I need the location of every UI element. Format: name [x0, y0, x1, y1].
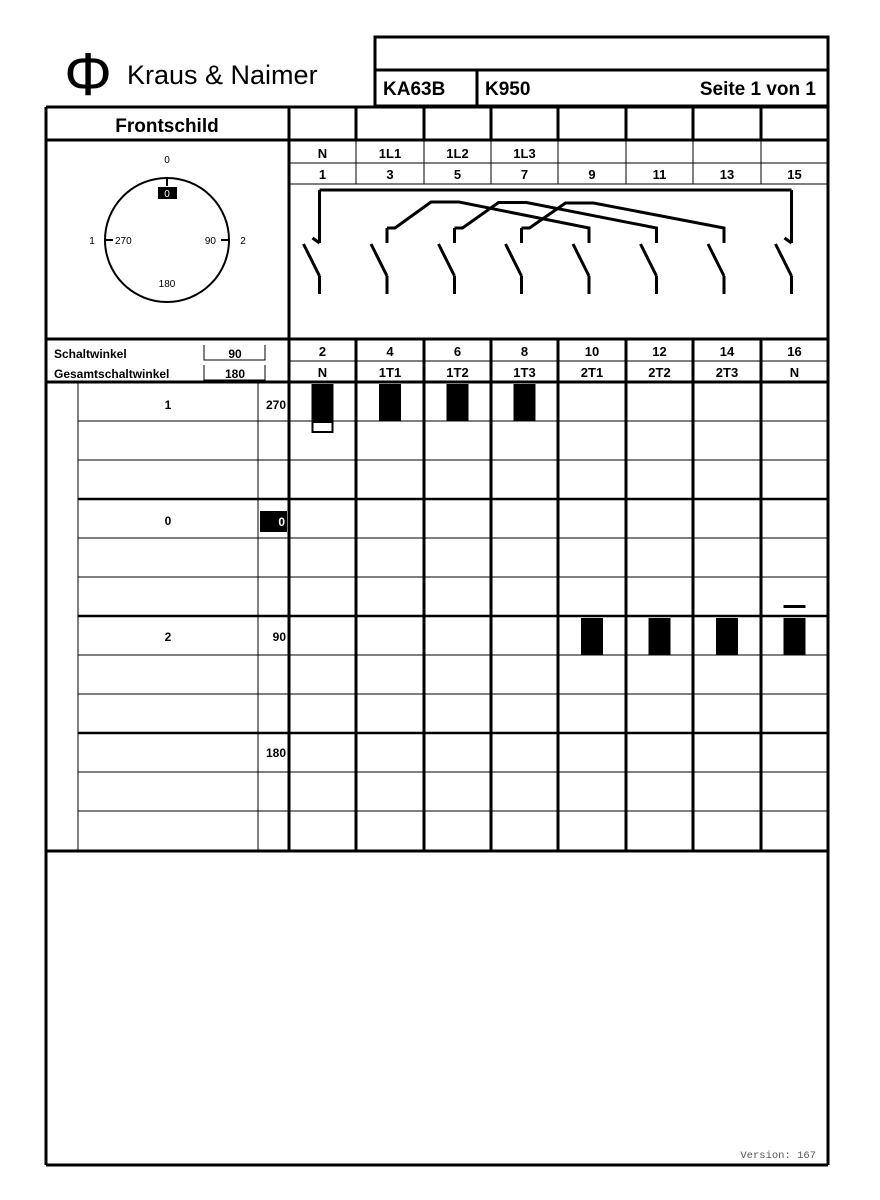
position-angle-0: 0	[278, 515, 285, 529]
contact-top-label: 1L2	[446, 146, 469, 161]
logo	[64, 41, 318, 108]
total-angle-label: Gesamtschaltwinkel	[54, 367, 170, 381]
terminal-number-top: 1	[318, 167, 327, 182]
closed-contact-mark	[784, 618, 806, 655]
front-plate-title: Frontschild	[115, 116, 219, 137]
dial-pointer-label: 0	[164, 189, 170, 200]
terminal-number-top: 7	[520, 167, 529, 182]
position-angle-270: 270	[265, 398, 286, 412]
terminal-number-bottom: 10	[584, 344, 600, 359]
closed-contact-mark	[379, 384, 401, 421]
terminal-number-top: 5	[453, 167, 462, 182]
closed-contact-cap-gap	[314, 423, 332, 431]
contact-top-label: N	[317, 146, 328, 161]
contact-bottom-label: 2T1	[580, 365, 604, 380]
terminal-number-top: 3	[386, 167, 394, 182]
contact-blade	[573, 244, 589, 276]
contact-blade	[506, 244, 522, 276]
contact-blade	[304, 244, 320, 276]
contact-blade	[439, 244, 455, 276]
terminal-number-bottom: 8	[520, 344, 529, 359]
model-number: KA63B	[383, 79, 446, 100]
terminal-number-top: 11	[652, 167, 667, 182]
dial-angle-90: 90	[204, 236, 216, 247]
version-label: Version: 167	[740, 1150, 816, 1162]
closed-contact-mark	[447, 384, 469, 421]
closed-contact-mark	[716, 618, 738, 655]
contact-top-label: 1L1	[378, 146, 402, 161]
terminal-number-bottom: 14	[719, 344, 735, 359]
contact-bottom-label: 2T2	[648, 365, 671, 380]
contact-blade	[776, 244, 792, 276]
position-label-2: 2	[164, 630, 172, 644]
dial-position-1: 1	[89, 236, 95, 247]
closed-contact-cap	[784, 605, 806, 608]
logo-phi-icon: Φ	[64, 41, 112, 108]
contact-top-label: 1L3	[513, 146, 536, 161]
contact-bottom-label: 1T3	[513, 365, 536, 380]
terminal-number-top: 15	[787, 167, 802, 182]
position-label-0: 0	[164, 514, 172, 528]
switch-angle-label: Schaltwinkel	[54, 347, 127, 361]
position-angle-180: 180	[265, 746, 286, 760]
program-number: K950	[485, 79, 531, 100]
contact-schematic	[304, 190, 792, 294]
dial-top-label: 0	[164, 155, 170, 166]
contact-blade	[371, 244, 387, 276]
terminal-number-bottom: 4	[386, 344, 394, 359]
terminal-number-bottom: 2	[318, 344, 327, 359]
dial-position-2: 2	[240, 236, 246, 247]
total-angle-value: 180	[224, 367, 246, 381]
closed-contact-mark	[514, 384, 536, 421]
contact-blade	[641, 244, 657, 276]
closed-contact-mark	[312, 384, 334, 421]
dial-bottom-label: 180	[158, 279, 176, 290]
closed-contact-mark	[581, 618, 603, 655]
switch-angle-value: 90	[228, 347, 242, 361]
contact-bottom-label: N	[789, 365, 800, 380]
front-plate-dial	[89, 155, 246, 302]
contact-bottom-label: 1T2	[446, 365, 469, 380]
terminal-number-top: 13	[719, 167, 735, 182]
terminal-number-top: 9	[588, 167, 596, 182]
closed-contact-mark	[649, 618, 671, 655]
terminal-number-bottom: 16	[787, 344, 802, 359]
company-name: Kraus & Naimer	[127, 60, 318, 90]
contact-bottom-label: 1T1	[378, 365, 402, 380]
position-label-1: 1	[164, 398, 172, 412]
page-indicator: Seite 1 von 1	[699, 79, 816, 100]
terminal-number-bottom: 6	[453, 344, 462, 359]
contact-blade	[708, 244, 724, 276]
dial-angle-270: 270	[115, 236, 132, 247]
contact-bottom-label: 2T3	[715, 365, 739, 380]
position-angle-90: 90	[272, 630, 286, 644]
contact-bottom-label: N	[317, 365, 328, 380]
terminal-number-bottom: 12	[652, 344, 667, 359]
